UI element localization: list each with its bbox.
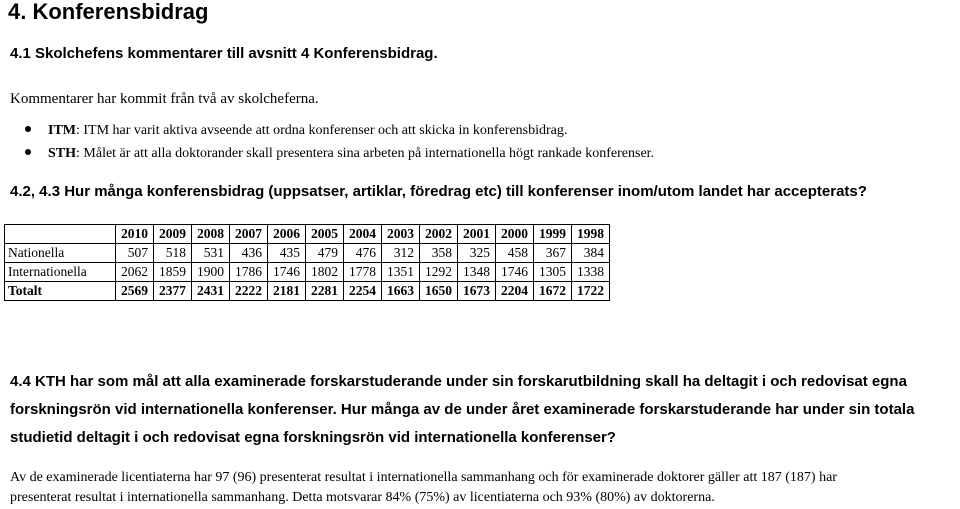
table-cell: 435	[268, 244, 306, 263]
table-cell: 1673	[458, 282, 496, 301]
row-label-cell: Nationella	[5, 244, 116, 263]
year-header-cell: 2001	[458, 225, 496, 244]
table-cell: 1338	[572, 263, 610, 282]
row-label-cell: Totalt	[5, 282, 116, 301]
table-cell: 1305	[534, 263, 572, 282]
bullet-label: STH	[48, 146, 77, 161]
table-cell: 367	[534, 244, 572, 263]
table-cell: 2569	[116, 282, 154, 301]
table-cell: 507	[116, 244, 154, 263]
row-label-cell: Internationella	[5, 263, 116, 282]
table-cell: 1650	[420, 282, 458, 301]
table-cell: 458	[496, 244, 534, 263]
table-cell: 1859	[154, 263, 192, 282]
section-heading-4-4-line-1: 4.4 KTH har som mål att alla examinerade forskarstuderande under sin forskarutbildning skall ha deltagit i och redovisat egna	[10, 373, 907, 390]
table-cell: 531	[192, 244, 230, 263]
bullet-icon	[25, 149, 31, 155]
year-header-cell: 2008	[192, 225, 230, 244]
table-cell: 1746	[496, 263, 534, 282]
table-cell: 2181	[268, 282, 306, 301]
bullet-icon	[25, 126, 31, 132]
conference-contributions-table	[4, 224, 610, 301]
year-header-cell: 2000	[496, 225, 534, 244]
table-cell: 476	[344, 244, 382, 263]
table-cell: 2254	[344, 282, 382, 301]
section-heading-4-4-line-2: forskningsrön vid internationella konferenser. Hur många av de under året examinerade forskarstuderande har under sin totala	[10, 401, 915, 418]
table-cell: 2062	[116, 263, 154, 282]
table-cell: 312	[382, 244, 420, 263]
bullet-label: ITM	[48, 123, 76, 138]
table-cell: 2281	[306, 282, 344, 301]
table-cell: 2222	[230, 282, 268, 301]
table-cell: 518	[154, 244, 192, 263]
year-header-cell: 2009	[154, 225, 192, 244]
year-header-cell: 1999	[534, 225, 572, 244]
bullet-item-sth	[25, 146, 654, 162]
table-cell: 2431	[192, 282, 230, 301]
year-header-cell: 2010	[116, 225, 154, 244]
table-cell: 2204	[496, 282, 534, 301]
table-cell: 1746	[268, 263, 306, 282]
bullet-text: : ITM har varit aktiva avseende att ordna konferenser och att skicka in konferensbidrag.	[76, 123, 568, 138]
table-row	[5, 244, 610, 263]
section-heading-4-2-4-3: 4.2, 4.3 Hur många konferensbidrag (uppsatser, artiklar, föredrag etc) till konferenser inom/utom landet har accepterats?	[10, 183, 867, 200]
page-title: 4. Konferensbidrag	[8, 0, 209, 24]
year-header-cell: 2002	[420, 225, 458, 244]
table-cell: 1348	[458, 263, 496, 282]
table-cell: 1786	[230, 263, 268, 282]
section-heading-4-4-line-3: studietid deltagit i och redovisat egna forskningsrön vid internationella konferenser?	[10, 429, 616, 446]
year-header-cell: 2003	[382, 225, 420, 244]
table-cell: 1778	[344, 263, 382, 282]
bullet-item-itm	[25, 123, 567, 139]
table-cell: 2377	[154, 282, 192, 301]
table-corner-cell	[5, 225, 116, 244]
year-header-cell: 2004	[344, 225, 382, 244]
year-header-cell: 2007	[230, 225, 268, 244]
table-cell: 1900	[192, 263, 230, 282]
table-cell: 1802	[306, 263, 344, 282]
table-cell: 479	[306, 244, 344, 263]
section-heading-4-1: 4.1 Skolchefens kommentarer till avsnitt 4 Konferensbidrag.	[10, 45, 438, 62]
answer-text-line-1: Av de examinerade licentiaterna har 97 (96) presenterat resultat i internationella sammanhang och för examinerade doktorer gäller att 187 (187) har	[10, 470, 837, 485]
bullet-text: : Målet är att alla doktorander skall presentera sina arbeten på internationella högt rankade konferenser.	[76, 146, 655, 161]
table-row	[5, 263, 610, 282]
table-cell: 436	[230, 244, 268, 263]
table-header-row	[5, 225, 610, 244]
year-header-cell: 2005	[306, 225, 344, 244]
table-cell: 384	[572, 244, 610, 263]
table-cell: 1722	[572, 282, 610, 301]
intro-text: Kommentarer har kommit från två av skolcheferna.	[10, 91, 319, 107]
year-header-cell: 2006	[268, 225, 306, 244]
table-cell: 1663	[382, 282, 420, 301]
table-cell: 1351	[382, 263, 420, 282]
year-header-cell: 1998	[572, 225, 610, 244]
table-cell: 325	[458, 244, 496, 263]
table-cell: 1292	[420, 263, 458, 282]
table-cell: 358	[420, 244, 458, 263]
table-cell: 1672	[534, 282, 572, 301]
table-row	[5, 282, 610, 301]
answer-text-line-2: presenterat resultat i internationella sammanhang. Detta motsvarar 84% (75%) av licentiaterna och 93% (80%) av doktorerna.	[10, 490, 715, 505]
